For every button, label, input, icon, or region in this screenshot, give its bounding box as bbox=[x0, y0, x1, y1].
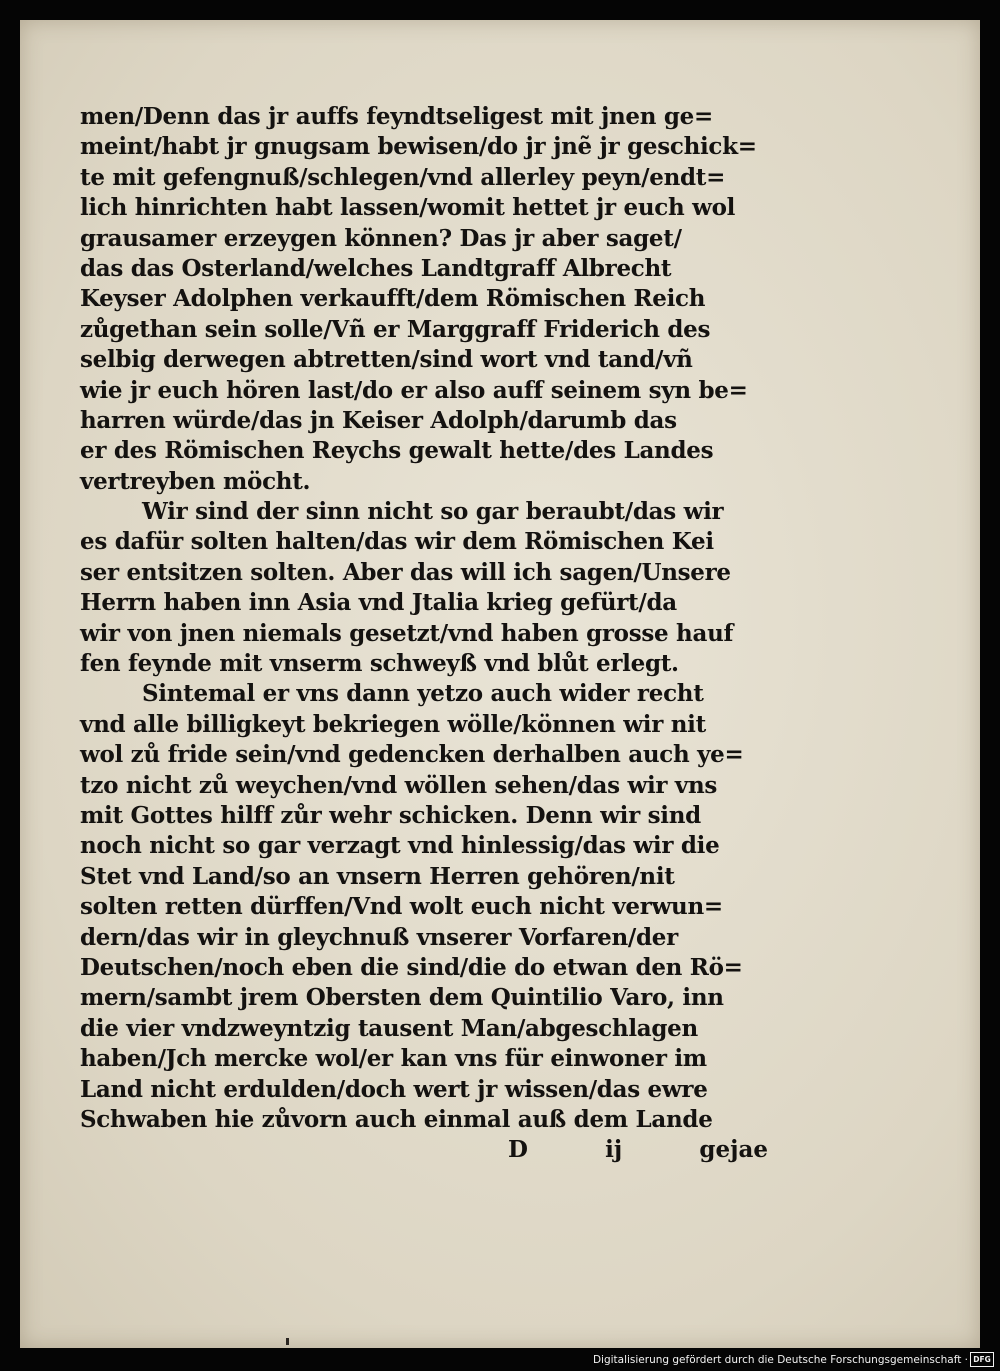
footer-credit: Digitalisierung gefördert durch die Deutsche Forschungsgemeinschaft · bbox=[592, 1354, 968, 1366]
text-line: Stet vnd Land/so an vnsern Herren gehören/nit bbox=[80, 862, 675, 890]
text-line: men/Denn das jr auffs feyndtseligest mit jnen ge= bbox=[80, 103, 713, 130]
text-line: vertreyben möcht. bbox=[80, 467, 311, 495]
text-line: vnd alle billigkeyt bekriegen wölle/können wir nit bbox=[80, 710, 706, 738]
ink-mark bbox=[286, 1338, 289, 1345]
signature-number: ij bbox=[605, 1136, 623, 1163]
text-line: harren würde/das jn Keiser Adolph/darumb das bbox=[80, 406, 677, 434]
text-line: ser entsitzen solten. Aber das will ich sagen/Unsere bbox=[80, 558, 731, 586]
text-line: lich hinrichten habt lassen/womit hettet jr euch wol bbox=[80, 194, 736, 222]
text-line: Herrn haben inn Asia vnd Jtalia krieg gefürt/da bbox=[80, 589, 677, 617]
footer-bar bbox=[0, 1348, 1000, 1371]
text-line: haben/Jch mercke wol/er kan vns für einwoner im bbox=[80, 1045, 707, 1073]
text-line: Schwaben hie zůvorn auch einmal auß dem Lande bbox=[80, 1105, 713, 1133]
dfg-logo: DFG bbox=[970, 1352, 994, 1367]
scanned-page bbox=[20, 20, 980, 1348]
text-line: Sintemal er vns dann yetzo auch wider recht bbox=[142, 680, 704, 708]
text-line: Keyser Adolphen verkaufft/dem Römischen Reich bbox=[80, 285, 706, 313]
text-line: die vier vndzweyntzig tausent Man/abgeschlagen bbox=[80, 1014, 698, 1042]
text-line: noch nicht so gar verzagt vnd hinlessig/das wir die bbox=[80, 832, 720, 860]
text-line: tzo nicht zů weychen/vnd wöllen sehen/das wir vns bbox=[80, 771, 718, 799]
signature-mark: D bbox=[508, 1136, 528, 1163]
text-line: er des Römischen Reychs gewalt hette/des Landes bbox=[80, 437, 714, 465]
text-line: dern/das wir in gleychnuß vnserer Vorfaren/der bbox=[80, 923, 678, 951]
text-line: meint/habt jr gnugsam bewisen/do jr jnẽ jr geschick= bbox=[80, 133, 757, 161]
text-line: wie jr euch hören last/do er also auff seinem syn be= bbox=[80, 376, 748, 404]
catchword: gejae bbox=[699, 1136, 768, 1163]
text-line: Land nicht erdulden/doch wert jr wissen/das ewre bbox=[80, 1075, 708, 1103]
catchline bbox=[508, 1136, 768, 1163]
text-line: wol zů fride sein/vnd gedencken derhalben auch ye= bbox=[80, 741, 744, 769]
text-line: selbig derwegen abtretten/sind wort vnd tand/vñ bbox=[80, 346, 693, 374]
text-line: wir von jnen niemals gesetzt/vnd haben grosse hauf bbox=[80, 619, 734, 647]
text-line: mern/sambt jrem Obersten dem Quintilio Varo, inn bbox=[80, 984, 724, 1012]
text-line: es dafür solten halten/das wir dem Römischen Kei bbox=[80, 528, 714, 556]
text-line: te mit gefengnuß/schlegen/vnd allerley peyn/endt= bbox=[80, 163, 726, 191]
text-line: Deutschen/noch eben die sind/die do etwan den Rö= bbox=[80, 953, 743, 981]
body-text bbox=[80, 102, 760, 1135]
text-line: mit Gottes hilff zůr wehr schicken. Denn wir sind bbox=[80, 801, 701, 829]
text-line: solten retten dürffen/Vnd wolt euch nicht verwun= bbox=[80, 893, 723, 921]
text-line: das das Osterland/welches Landtgraff Albrecht bbox=[80, 254, 672, 282]
text-line: fen feynde mit vnserm schweyß vnd blůt erlegt. bbox=[80, 650, 679, 678]
text-line: grausamer erzeygen können? Das jr aber saget/ bbox=[80, 224, 682, 252]
text-line: Wir sind der sinn nicht so gar beraubt/das wir bbox=[142, 498, 724, 526]
text-line: zůgethan sein solle/Vñ er Marggraff Friderich des bbox=[80, 315, 711, 343]
